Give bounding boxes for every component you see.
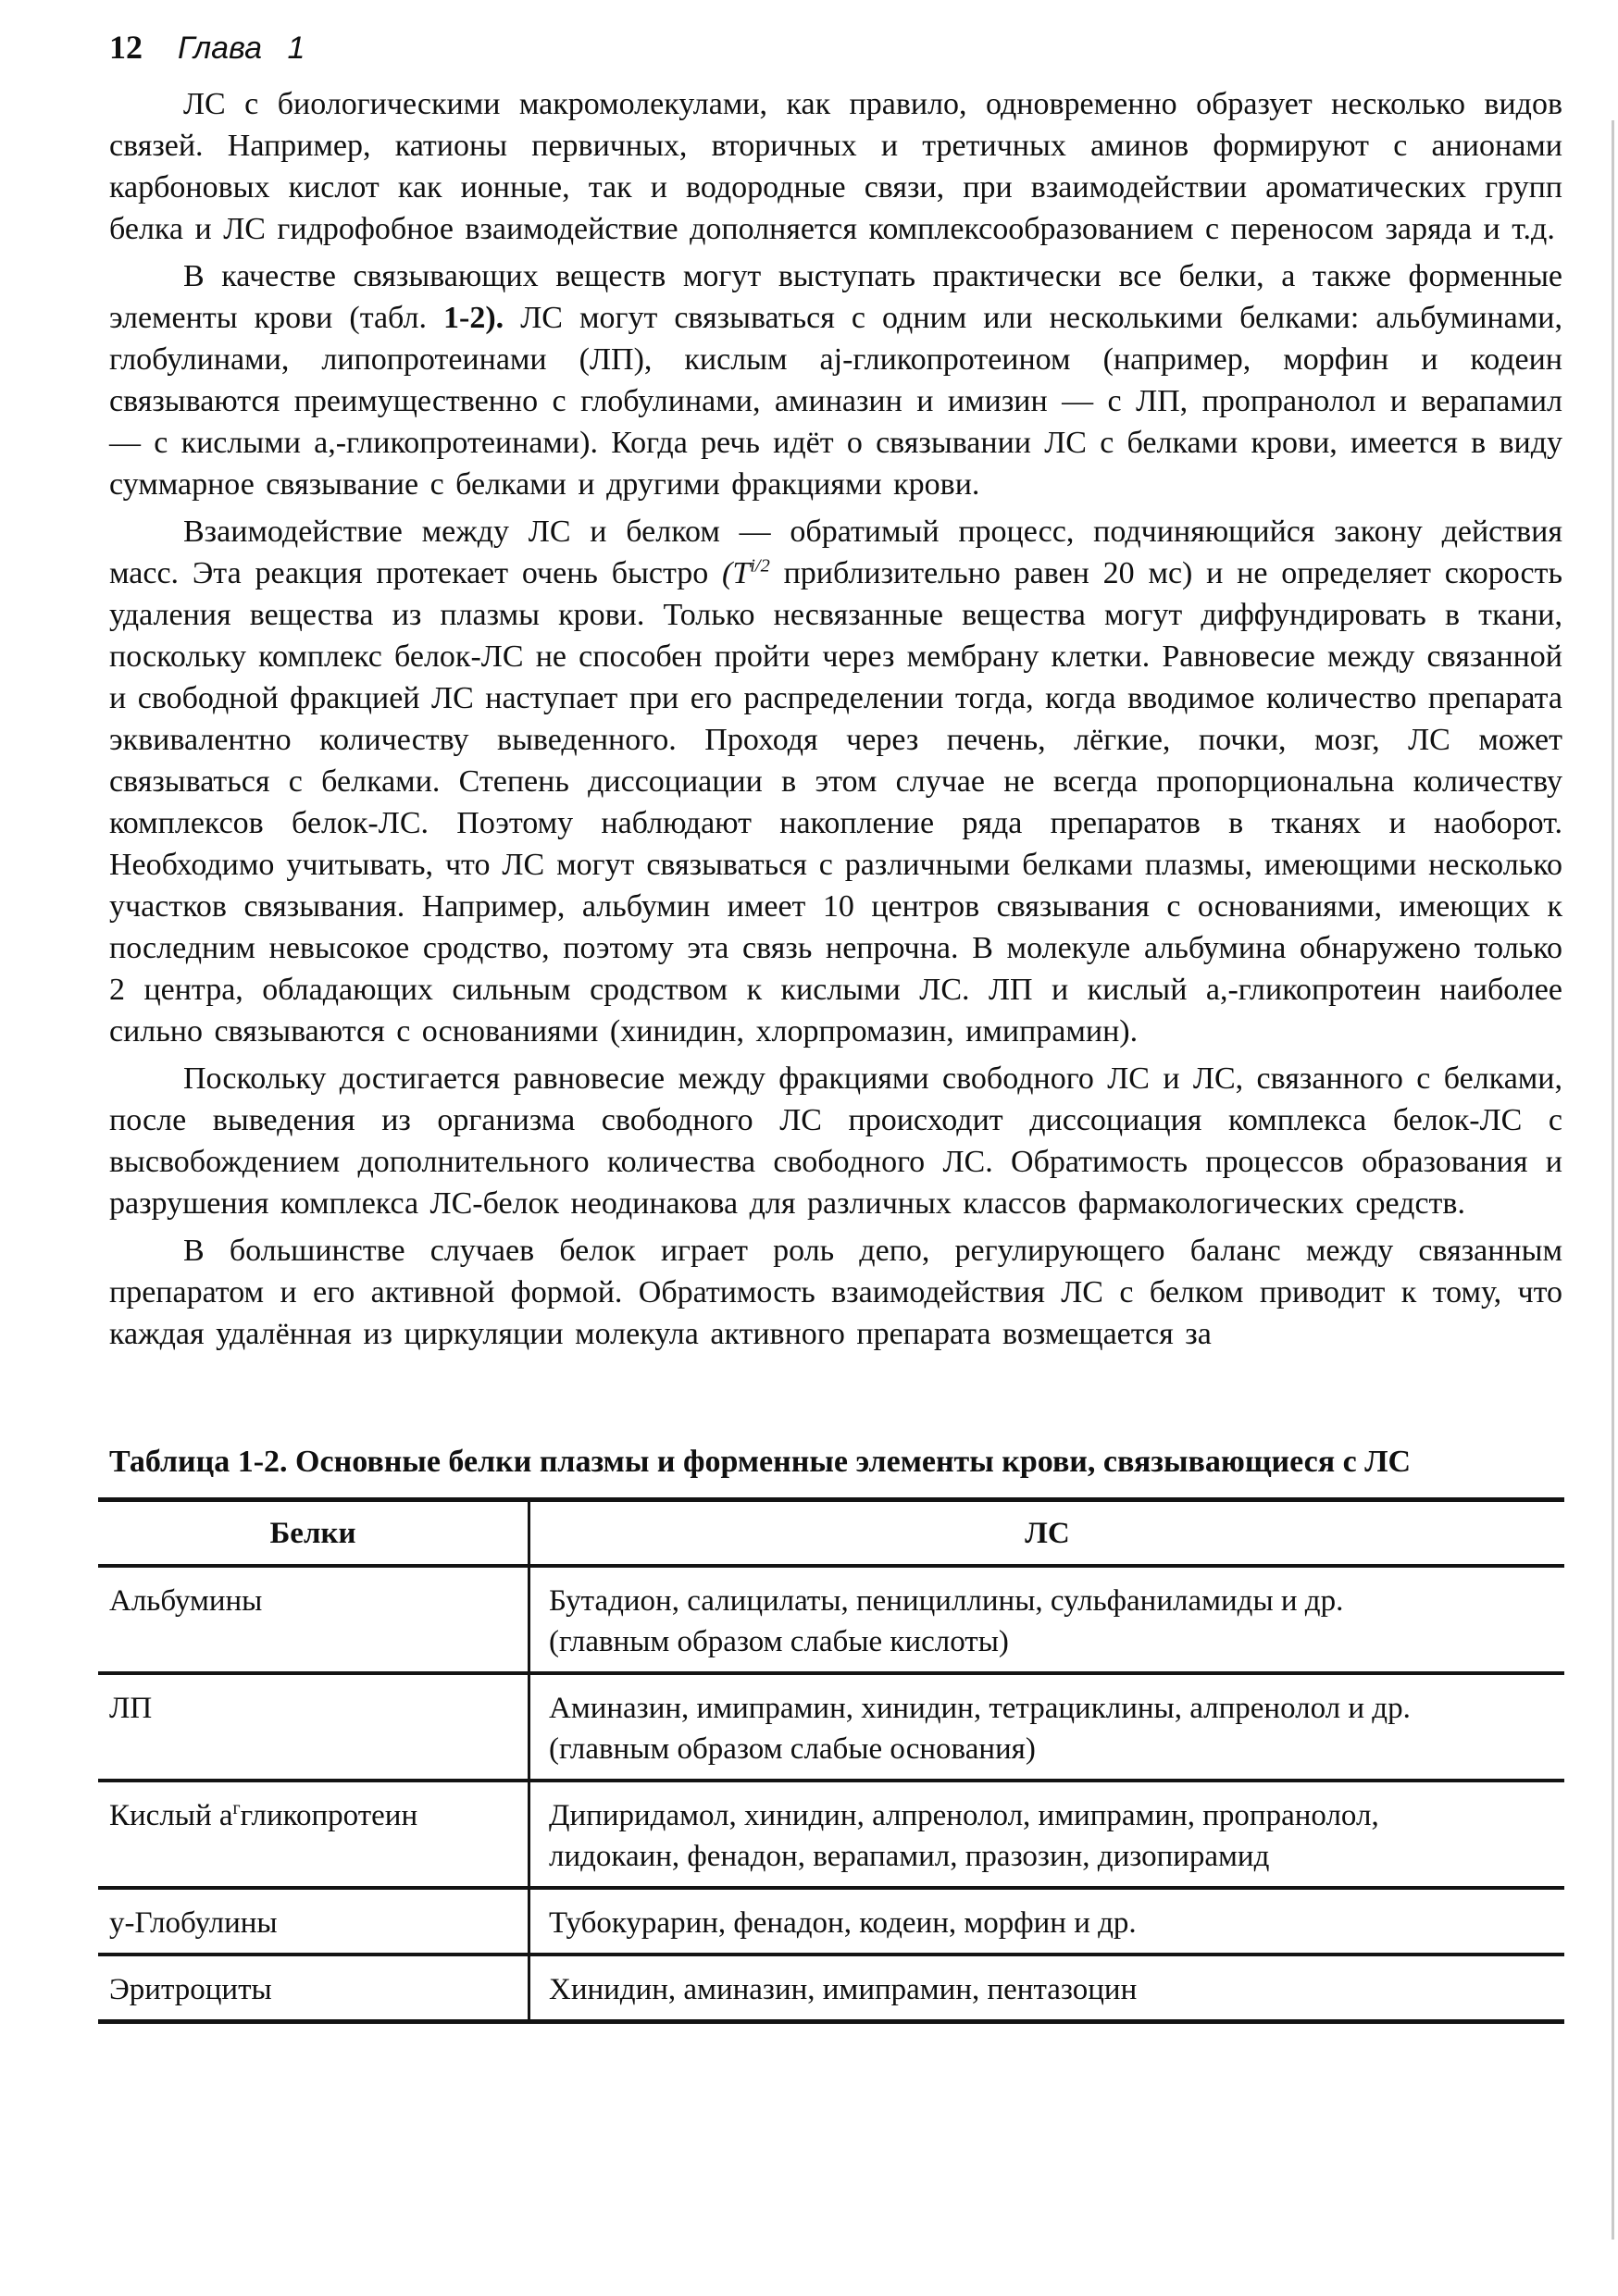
table-reference: 1-2). (443, 301, 504, 335)
drugs-line: лидокаин, фенадон, верапамил, празозин, дизопирамид (549, 1840, 1270, 1873)
paragraph-1-text: ЛС с биологическими макромолекулами, как правило, одновременно образует несколько видов связей. Например, катионы первичных, вторичных и третичных аминов формируют с анионами карбоновых кислот как ионные, так и водородные связи, при взаимодействии ароматических групп белка и ЛС гидрофобное взаимодействие дополняется комплексообразованием с переносом заряда и т.д. (109, 87, 1562, 246)
paragraph-3 (109, 511, 1562, 1052)
protein-name-pre: Кислый а (109, 1799, 233, 1832)
drugs-line: Хинидин, аминазин, имипрамин, пентазоцин (549, 1973, 1138, 2006)
running-head (109, 28, 1562, 70)
table-body (98, 1566, 1564, 2022)
drugs-line: Тубокурарин, фенадон, кодеин, морфин и др. (549, 1906, 1137, 1940)
table-row-lipoproteins (98, 1673, 1564, 1781)
protein-cell (98, 1955, 529, 2022)
paragraph-5-text: В большинстве случаев белок играет роль депо, регулирующего баланс между связанным препаратом и его активной формой. Обратимость взаимодействия ЛС с белком приводит к тому, что каждая удалённая из циркуляции молекула активного препарата возмещается за (109, 1234, 1562, 1351)
drugs-line: Дипиридамол, хинидин, алпренолол, имипрамин, пропранолол, (549, 1799, 1379, 1832)
body-text (109, 83, 1562, 1355)
paragraph-2 (109, 255, 1562, 505)
protein-cell (98, 1566, 529, 1673)
protein-cell (98, 1888, 529, 1955)
paragraph-3-text-pre: Взаимодействие между ЛС и белком — обратимый процесс, подчиняющийся закону действия масс. Эта реакция протекает очень быстро (109, 515, 1562, 590)
paragraph-4-text: Поскольку достигается равновесие между фракциями свободного ЛС и ЛС, связанного с белками, после выведения из организма свободного ЛС происходит диссоциация комплекса белок-ЛС с высвобождением дополнительного количества свободного ЛС. Обратимость процессов образования и разрушения комплекса ЛС-белок неодинакова для различных классов фармакологических средств. (109, 1061, 1562, 1221)
protein-name-post: гликопротеин (240, 1799, 418, 1832)
drugs-cell (529, 1955, 1565, 2022)
paragraph-2-text-pre: В качестве связывающих веществ могут выступать практически все белки, а также форменные элементы крови (табл. (109, 259, 1562, 335)
protein-cell (98, 1673, 529, 1781)
drugs-line: Аминазин, имипрамин, хинидин, тетрациклины, алпренолол и др. (549, 1692, 1411, 1725)
half-life-superscript: i/2 (750, 555, 770, 577)
paragraph-1 (109, 83, 1562, 250)
chapter-title: Глава 1 (178, 31, 305, 66)
table-title: Таблица 1-2. Основные белки плазмы и форменные элементы крови, связывающиеся с ЛС (109, 1445, 1412, 1479)
protein-name: ЛП (109, 1692, 153, 1725)
protein-cell (98, 1781, 529, 1888)
paragraph-2-text-post: ЛС могут связываться с одним или несколькими белками: альбуминами, глобулинами, липопротеинами (ЛП), кислым aj-гликопротеином (например, морфин и кодеин связываются преимущественно с глобулинами, аминазин и имизин — с ЛП, пропранолол и верапамил — с кислыми а,-гликопротеинами). Когда речь идёт о связывании ЛС с белками крови, имеется в виду суммарное связывание с белками и другими фракциями крови. (109, 301, 1562, 502)
table-row-gamma-globulins (98, 1888, 1564, 1955)
drugs-cell (529, 1673, 1565, 1781)
protein-name: Эритроциты (109, 1973, 272, 2006)
scan-edge-artifact (1612, 120, 1614, 2240)
drugs-cell (529, 1888, 1565, 1955)
column-header-drugs: ЛС (1025, 1517, 1070, 1550)
paragraph-4 (109, 1058, 1562, 1224)
table-row-acid-glycoprotein (98, 1781, 1564, 1888)
paragraph-3-text-post: приблизительно равен 20 мс) и не определяет скорость удаления вещества из плазмы крови. Только несвязанные вещества могут диффундировать в ткани, поскольку комплекс белок-ЛС не способен пройти через мембрану клетки. Равновесие между связанной и свободной фракцией ЛС наступает при его распределении тогда, когда вводимое количество препарата эквивалентно количеству выведенного. Проходя через печень, лёгкие, почки, мозг, ЛС может связываться с белками. Степень диссоциации в этом случае не всегда пропорциональна количеству комплексов белок-ЛС. Поэтому наблюдают накопление ряда препаратов в тканях и наоборот. Необходимо учитывать, что ЛС могут связываться с различными белками плазмы, имеющими несколько участков связывания. Например, альбумин имеет 10 центров связывания с основаниями, имеющих к последним невысокое сродство, поэтому эта связь непрочна. В молекуле альбумина обнаружено только 2 центра, обладающих сильным сродством к кислыми ЛС. ЛП и кислый а,-гликопротеин наиболее сильно связываются с основаниями (хинидин, хлорпромазин, имипрамин). (109, 556, 1562, 1049)
drugs-line: Бутадион, салицилаты, пенициллины, сульфаниламиды и др. (549, 1584, 1344, 1618)
table-row-erythrocytes (98, 1955, 1564, 2022)
drugs-cell (529, 1566, 1565, 1673)
half-life-symbol: (T (722, 556, 751, 590)
column-header-proteins: Белки (98, 1500, 529, 1567)
protein-name: Альбумины (109, 1584, 263, 1618)
table-header-row (98, 1500, 1564, 1567)
table-header (98, 1500, 1564, 1567)
drugs-line: (главным образом слабые кислоты) (549, 1625, 1009, 1658)
drugs-cell (529, 1781, 1565, 1888)
page-number: 12 (109, 29, 143, 66)
table-row-albumins (98, 1566, 1564, 1673)
plasma-proteins-table (98, 1497, 1564, 2024)
paragraph-5 (109, 1230, 1562, 1355)
drugs-line: (главным образом слабые основания) (549, 1732, 1036, 1766)
protein-name: у-Глобулины (109, 1906, 278, 1940)
protein-name-superscript: г (232, 1798, 241, 1818)
